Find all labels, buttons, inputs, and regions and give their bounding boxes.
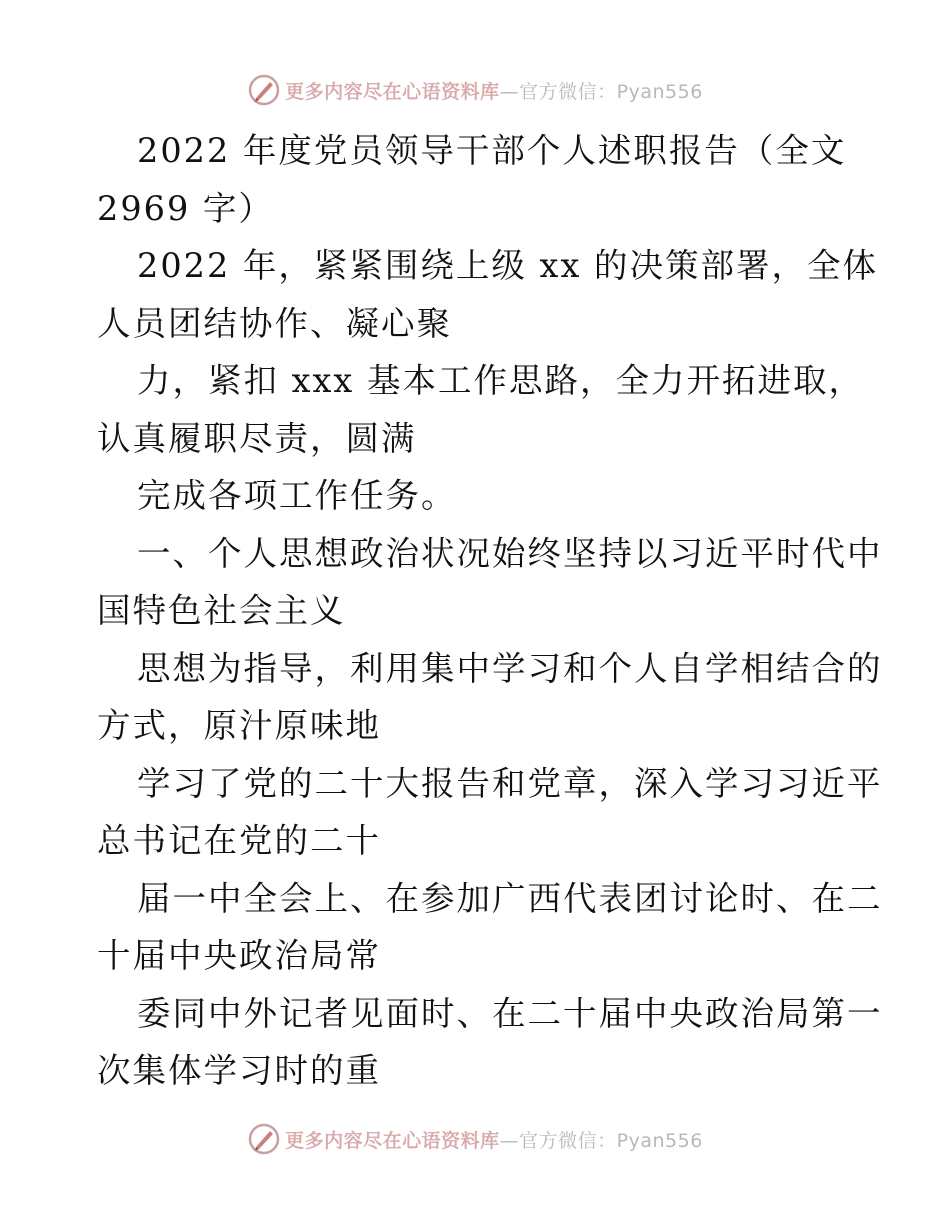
watermark-banner-top: [0, 70, 950, 110]
doc-line: 总书记在党的二十: [97, 821, 381, 860]
doc-title-line-1: 2022 年度党员领导干部个人述职报告（全文: [137, 131, 847, 170]
doc-line: 届一中全会上、在参加广西代表团讨论时、在二: [137, 878, 883, 918]
watermark-separator: —: [499, 80, 520, 103]
doc-line: 2022 年，紧紧围绕上级 xx 的决策部署，全体: [137, 246, 878, 285]
watermark-contact-text: 官方微信：Pyan556: [519, 1129, 703, 1152]
watermark-banner-bottom: [0, 1119, 950, 1159]
watermark-main-text: 更多内容尽在心语资料库: [285, 80, 500, 103]
pen-in-circle-logo-icon: [247, 1122, 281, 1156]
watermark-text: [285, 77, 703, 104]
doc-line: 国特色社会主义: [97, 591, 346, 630]
pen-in-circle-logo-icon: [247, 73, 281, 107]
doc-line: 十届中央政治局常: [97, 936, 381, 975]
doc-line: 人员团结协作、凝心聚: [97, 303, 452, 343]
watermark-main-text: 更多内容尽在心语资料库: [285, 1129, 500, 1152]
doc-line: 一、个人思想政治状况始终坚持以习近平时代中: [137, 533, 883, 573]
doc-line: 思想为指导，利用集中学习和个人自学相结合的: [137, 648, 883, 688]
watermark-text: [285, 1126, 703, 1153]
doc-line: 认真履职尽责，圆满: [97, 418, 417, 458]
doc-line: 方式，原汁原味地: [97, 706, 381, 745]
watermark-separator: —: [499, 1129, 520, 1152]
doc-line: 力，紧扣 xxx 基本工作思路，全力开拓进取，: [137, 361, 864, 400]
doc-title-line-2: 2969 字）: [97, 188, 274, 228]
doc-line: 完成各项工作任务。: [137, 476, 457, 515]
watermark-contact-text: 官方微信：Pyan556: [519, 80, 703, 103]
doc-line: 委同中外记者见面时、在二十届中央政治局第一: [137, 993, 883, 1033]
document-body: [97, 122, 883, 1100]
doc-line: 次集体学习时的重: [97, 1051, 381, 1090]
doc-line: 学习了党的二十大报告和党章，深入学习习近平: [137, 763, 883, 803]
